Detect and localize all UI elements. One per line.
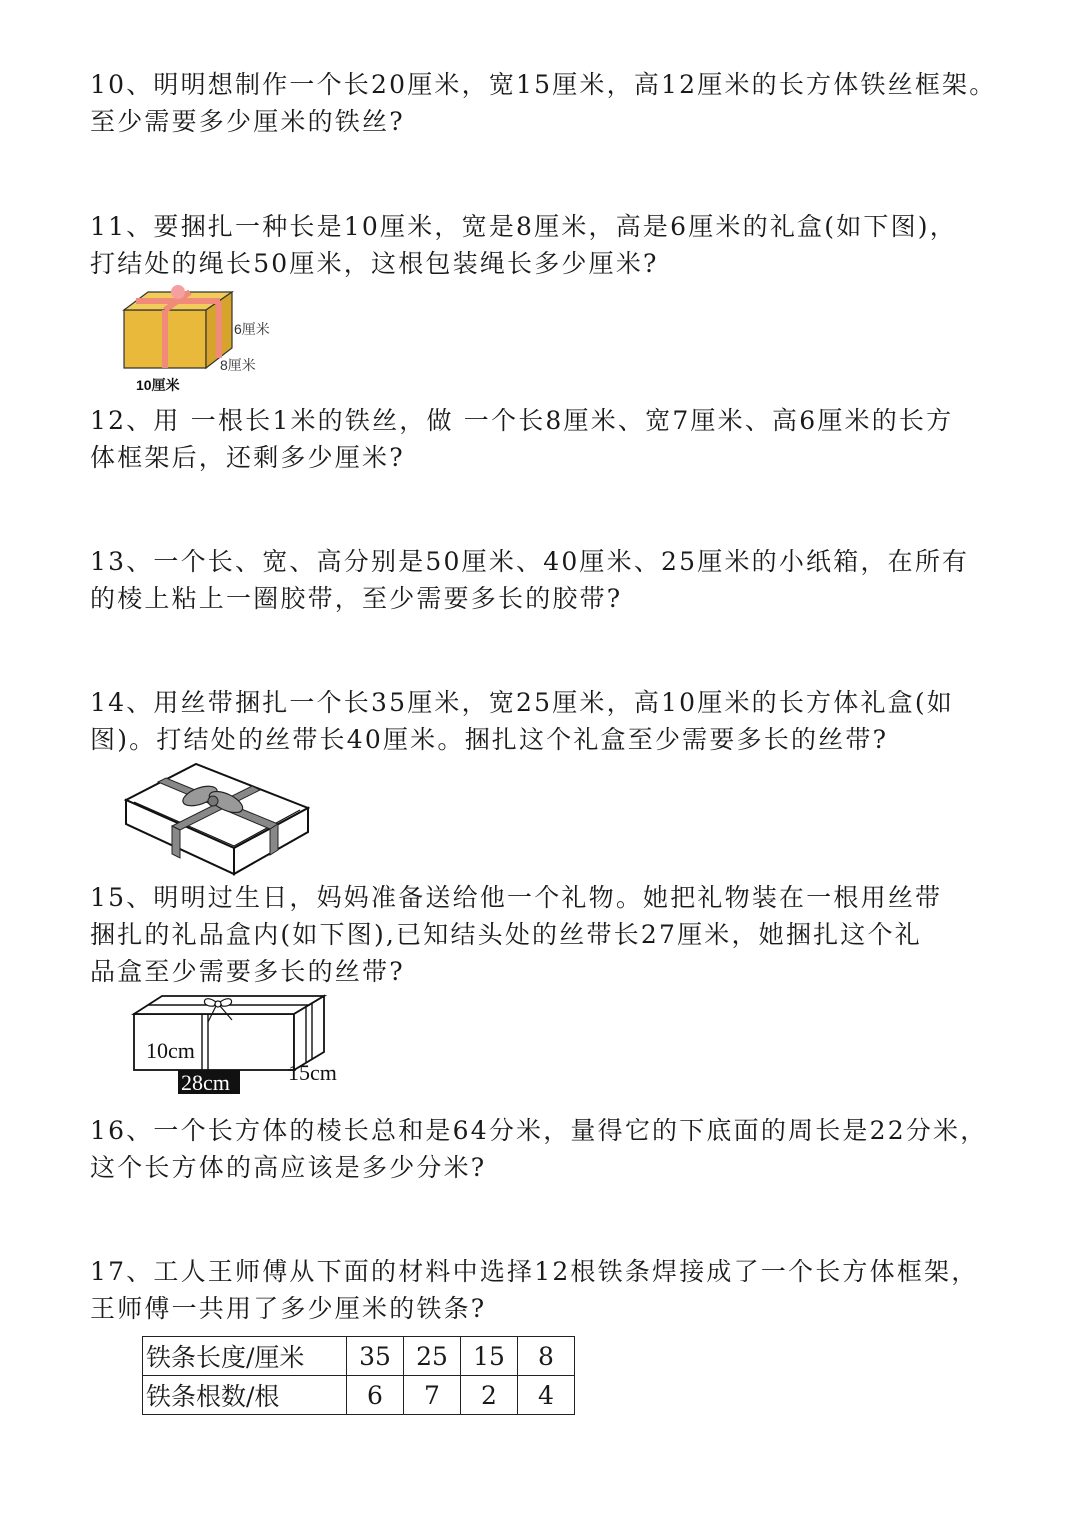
fig11-length-label: 10厘米 [136,377,180,393]
gift-box-figure-11 [110,282,310,396]
question-14-line-1: 14、用丝带捆扎一个长35厘米，宽25厘米，高10厘米的长方体礼盒(如 [90,688,955,717]
gift-box-figure-15 [128,990,350,1096]
fig15-length-label: 28cm [181,1070,230,1095]
table-cell: 15 [461,1337,518,1376]
question-15-line-1: 15、明明过生日，妈妈准备送给他一个礼物。她把礼物装在一根用丝带 [90,883,943,912]
table-cell: 8 [518,1337,575,1376]
gift-box-figure-14 [120,758,314,880]
question-15-line-2: 捆扎的礼品盒内(如下图),已知结头处的丝带长27厘米，她捆扎这个礼 [90,920,922,949]
table-header-length: 铁条长度/厘米 [143,1337,347,1376]
question-13-line-2: 的棱上粘上一圈胶带，至少需要多长的胶带? [90,584,623,613]
question-17-line-1: 17、工人王师傅从下面的材料中选择12根铁条焊接成了一个长方体框架， [90,1257,979,1286]
table-row [143,1376,575,1415]
table-cell: 7 [404,1376,461,1415]
question-12-line-2: 体框架后，还剩多少厘米? [90,443,405,472]
question-12 [90,402,995,476]
question-16-line-2: 这个长方体的高应该是多少分米? [90,1153,487,1182]
table-cell: 25 [404,1337,461,1376]
table-cell: 2 [461,1376,518,1415]
question-10-line-1: 10、明明想制作一个长20厘米，宽15厘米，高12厘米的长方体铁丝框架。 [90,70,997,99]
question-11-line-1: 11、要捆扎一种长是10厘米，宽是8厘米，高是6厘米的礼盒(如下图)， [90,212,957,241]
table-cell: 4 [518,1376,575,1415]
question-11-line-2: 打结处的绳长50厘米，这根包装绳长多少厘米? [90,249,659,278]
question-14-line-2: 图)。打结处的丝带长40厘米。捆扎这个礼盒至少需要多长的丝带? [90,725,889,754]
question-16-line-1: 16、一个长方体的棱长总和是64分米，量得它的下底面的周长是22分米， [90,1116,988,1145]
fig11-height-label: 6厘米 [234,321,270,337]
fig15-width-label: 15cm [288,1060,337,1085]
question-16 [90,1112,995,1186]
question-17 [90,1253,995,1327]
question-17-line-2: 王师傅一共用了多少厘米的铁条? [90,1294,487,1323]
table-row [143,1337,575,1376]
table-header-count: 铁条根数/根 [143,1376,347,1415]
question-15-line-3: 品盒至少需要多长的丝带? [90,957,405,986]
question-10-line-2: 至少需要多少厘米的铁丝? [90,107,405,136]
fig11-width-label: 8厘米 [220,357,256,373]
question-12-line-1: 12、用 一根长1米的铁丝，做 一个长8厘米、宽7厘米、高6厘米的长方 [90,406,954,435]
question-14 [90,684,995,758]
question-10 [90,66,995,140]
table-cell: 35 [347,1337,404,1376]
question-13 [90,543,995,617]
question-11 [90,208,995,282]
fig15-height-label: 10cm [146,1038,195,1063]
question-13-line-1: 13、一个长、宽、高分别是50厘米、40厘米、25厘米的小纸箱，在所有 [90,547,970,576]
question-15 [90,879,995,990]
table-cell: 6 [347,1376,404,1415]
iron-bar-table [142,1336,575,1415]
